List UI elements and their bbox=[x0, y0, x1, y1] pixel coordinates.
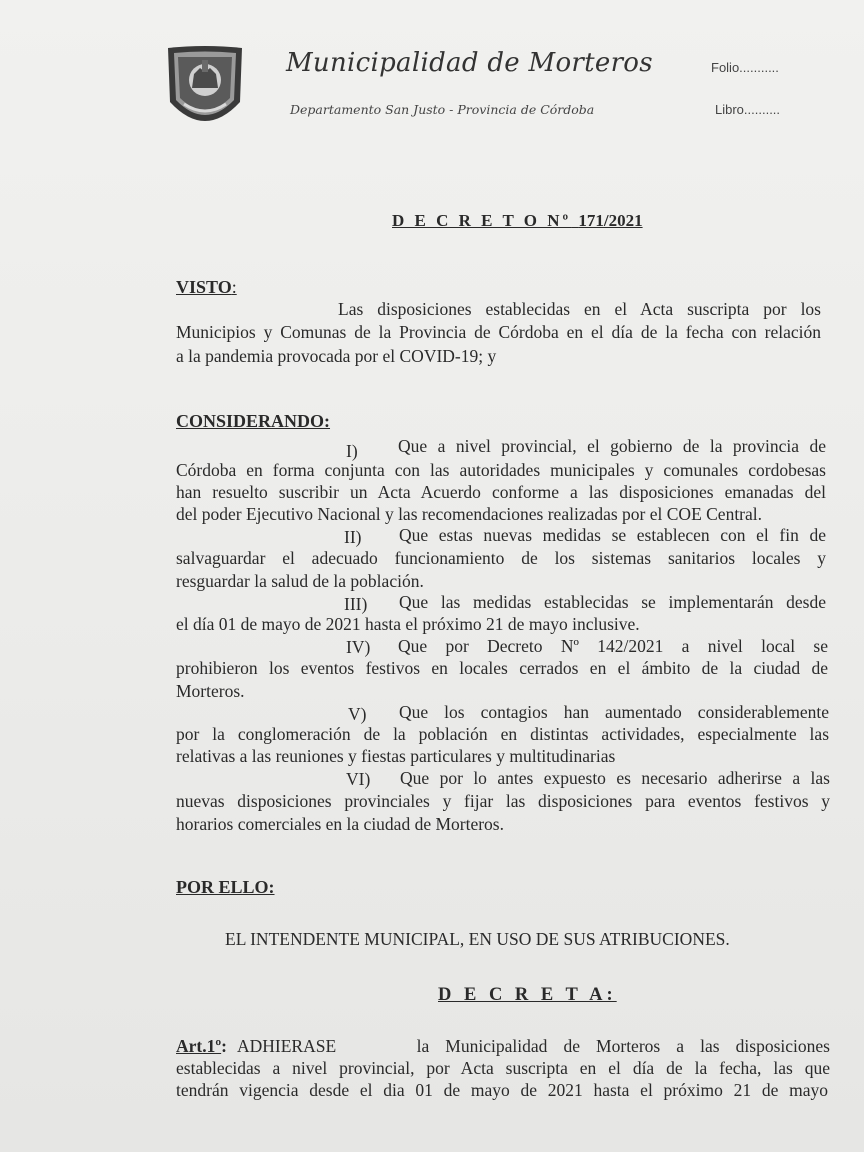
considerando-line: han resuelto suscribir un Acta Acuerdo conforme a las disposiciones emanadas del bbox=[176, 482, 826, 502]
considerando-line: Que a nivel provincial, el gobierno de la provincia de bbox=[398, 436, 826, 456]
considerando-line: por la conglomeración de la población en distintas actividades, especialmente las bbox=[176, 724, 829, 744]
article-label-colon: : bbox=[221, 1036, 227, 1056]
numeral-iii: III) bbox=[344, 594, 368, 614]
numeral-iv: IV) bbox=[346, 637, 371, 657]
numeral-v: V) bbox=[348, 704, 367, 724]
numeral-ii: II) bbox=[344, 527, 362, 547]
considerando-line: horarios comerciales en la ciudad de Morteros. bbox=[176, 814, 504, 834]
libro-field: Libro.......... bbox=[715, 102, 781, 117]
visto-line: Municipios y Comunas de la Provincia de Córdoba en el día de la fecha con relación bbox=[176, 322, 821, 342]
considerando-heading: CONSIDERANDO: bbox=[176, 411, 331, 431]
decree-title bbox=[392, 211, 643, 231]
visto-colon: : bbox=[231, 277, 237, 297]
considerando-line: del poder Ejecutivo Nacional y las recomendaciones realizadas por el COE Central. bbox=[176, 504, 763, 524]
decree-title-prefix: D E C R E T O Nº bbox=[392, 211, 572, 230]
visto-line: Las disposiciones establecidas en el Acta suscripta por los bbox=[338, 299, 821, 319]
folio-field: Folio........... bbox=[711, 60, 779, 75]
considerando-line: Córdoba en forma conjunta con las autoridades municipales y comunales cordobesas bbox=[176, 460, 826, 480]
considerando-line: Que estas nuevas medidas se establecen con el fin de bbox=[399, 525, 826, 545]
article-1-first-line bbox=[176, 1036, 830, 1057]
visto-heading-text: VISTO bbox=[176, 277, 232, 297]
considerando-line: Que las medidas establecidas se implementarán desde bbox=[399, 592, 826, 612]
municipal-crest-icon bbox=[166, 44, 244, 136]
por-ello-heading: POR ELLO: bbox=[176, 877, 275, 897]
decree-number: 171/2021 bbox=[578, 211, 643, 230]
considerando-line: salvaguardar el adecuado funcionamiento de los sistemas sanitarios locales y bbox=[176, 548, 826, 568]
municipality-title: Municipalidad de Morteros bbox=[286, 48, 653, 78]
numeral-vi: VI) bbox=[346, 769, 371, 789]
article-label: Art.1º bbox=[176, 1036, 222, 1056]
considerando-line: nuevas disposiciones provinciales y fijar las disposiciones para eventos festivos y bbox=[176, 791, 830, 811]
considerando-line: Morteros. bbox=[176, 681, 245, 701]
article-line: tendrán vigencia desde el dia 01 de mayo de 2021 hasta el próximo 21 de mayo bbox=[176, 1080, 828, 1100]
considerando-line: relativas a las reuniones y fiestas particulares y multitudinarias bbox=[176, 746, 616, 766]
visto-line: a la pandemia provocada por el COVID-19; y bbox=[176, 346, 497, 366]
intendente-statement: EL INTENDENTE MUNICIPAL, EN USO DE SUS ATRIBUCIONES. bbox=[225, 929, 730, 949]
considerando-line: Que los contagios han aumentado considerablemente bbox=[399, 702, 829, 722]
article-line: ADHIERASE la Municipalidad de Morteros a las disposiciones bbox=[236, 1036, 830, 1056]
visto-heading bbox=[176, 277, 237, 298]
considerando-line: prohibieron los eventos festivos en locales cerrados en el ámbito de la ciudad de bbox=[176, 658, 828, 678]
considerando-line: el día 01 de mayo de 2021 hasta el próximo 21 de mayo inclusive. bbox=[176, 614, 640, 634]
considerando-line: Que por Decreto Nº 142/2021 a nivel local se bbox=[398, 636, 828, 656]
decreta-heading: D E C R E T A: bbox=[438, 985, 617, 1005]
numeral-i: I) bbox=[346, 441, 358, 461]
considerando-line: Que por lo antes expuesto es necesario adherirse a las bbox=[400, 768, 830, 788]
municipality-subtitle: Departamento San Justo - Provincia de Córdoba bbox=[290, 102, 595, 117]
article-line: establecidas a nivel provincial, por Acta suscripta en el día de la fecha, las que bbox=[176, 1058, 830, 1078]
considerando-line: resguardar la salud de la población. bbox=[176, 571, 424, 591]
